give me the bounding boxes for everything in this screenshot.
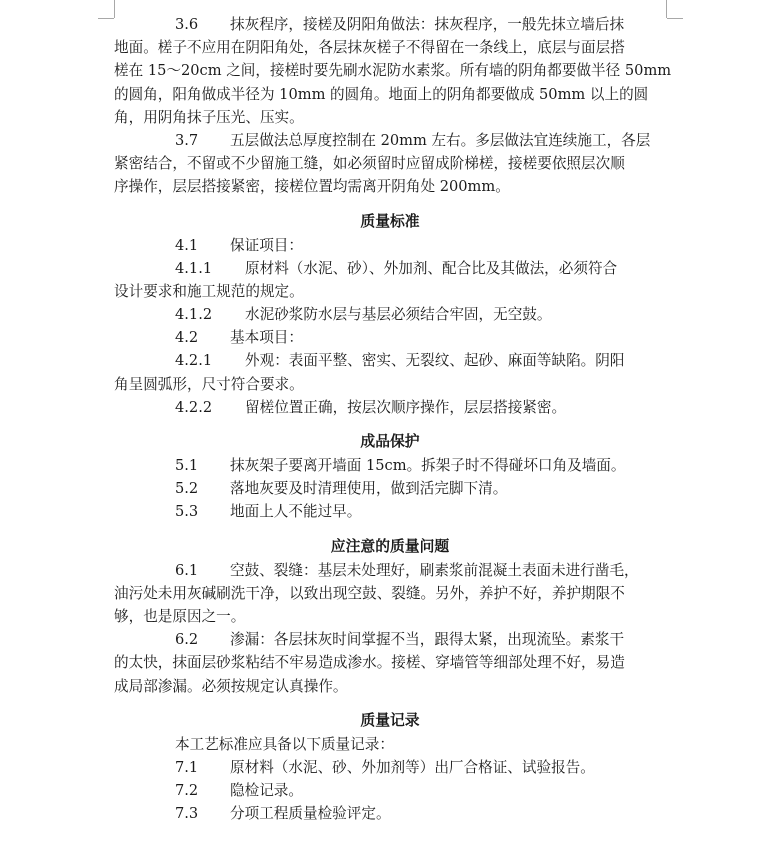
paragraph-first-line bbox=[114, 477, 666, 500]
paragraph-line bbox=[114, 36, 666, 59]
paragraph-line bbox=[114, 152, 666, 175]
paragraph-text: 抹灰架子要离开墙面 15cm。拆架子时不得碰坏口角及墙面。 bbox=[230, 457, 626, 474]
paragraph-first-line bbox=[114, 559, 666, 582]
paragraph-first-line bbox=[114, 257, 666, 280]
paragraph-text: 油污处未用灰碱刷洗干净，以致出现空鼓、裂缝。另外，养护不好，养护期限不 bbox=[114, 584, 625, 602]
paragraph-first-line bbox=[114, 779, 666, 802]
paragraph-text: 角，用阴角抹子压光、压实。 bbox=[114, 108, 304, 126]
paragraph-text: 分项工程质量检验评定。 bbox=[230, 805, 391, 823]
paragraph-text: 保证项目： bbox=[230, 236, 303, 254]
paragraph-text: 隐检记录。 bbox=[230, 782, 303, 800]
paragraph-first-line bbox=[114, 733, 666, 756]
paragraph-text: 地面上人不能过早。 bbox=[230, 503, 362, 521]
paragraph-text: 地面。槎子不应用在阴阳角处，各层抹灰槎子不得留在一条线上，底层与面层搭 bbox=[114, 39, 625, 57]
clause-number: 7.3 bbox=[175, 805, 199, 823]
paragraph-text: 紧密结合，不留或不少留施工缝，如必须留时应留成阶梯槎，接槎要依照层次顺 bbox=[114, 155, 625, 173]
paragraph-line bbox=[114, 280, 666, 303]
paragraph-text: 水泥砂浆防水层与基层必须结合牢固，无空鼓。 bbox=[245, 306, 552, 324]
clause-number: 4.1 bbox=[175, 236, 199, 254]
clause-number: 3.7 bbox=[175, 131, 199, 149]
paragraph-text: 设计要求和施工规范的规定。 bbox=[114, 282, 304, 300]
crop-mark-left-h bbox=[98, 18, 114, 19]
clause-number: 4.2.1 bbox=[175, 352, 213, 370]
paragraph-first-line bbox=[114, 234, 666, 257]
paragraph-line bbox=[114, 605, 666, 628]
paragraph-text: 本工艺标准应具备以下质量记录： bbox=[175, 735, 394, 753]
paragraph-text: 原材料（水泥、砂）、外加剂、配合比及其做法，必须符合 bbox=[245, 259, 618, 277]
clause-number: 4.2 bbox=[175, 329, 199, 347]
clause-number: 5.2 bbox=[175, 480, 199, 498]
section-heading: 成品保护 bbox=[360, 433, 420, 450]
paragraph-line bbox=[114, 59, 672, 82]
paragraph-line bbox=[114, 373, 666, 396]
section-heading: 质量标准 bbox=[360, 212, 420, 230]
crop-mark-right bbox=[666, 0, 667, 18]
paragraph-text: 外观：表面平整、密实、无裂纹、起砂、麻面等缺陷。阴阳 bbox=[245, 352, 625, 370]
paragraph-text: 够，也是原因之一。 bbox=[114, 607, 246, 625]
paragraph-first-line bbox=[114, 129, 666, 152]
paragraph-text: 原材料（水泥、砂、外加剂等）出厂合格证、试验报告。 bbox=[230, 758, 595, 776]
paragraph-text: 留槎位置正确，按层次顺序操作，层层搭接紧密。 bbox=[245, 398, 567, 416]
paragraph-first-line bbox=[114, 628, 666, 651]
paragraph-first-line bbox=[114, 454, 666, 477]
clause-number: 4.1.2 bbox=[175, 306, 213, 324]
clause-number: 6.1 bbox=[175, 561, 199, 579]
clause-number: 7.2 bbox=[175, 782, 199, 800]
paragraph-text: 落地灰要及时清理使用，做到活完脚下清。 bbox=[230, 480, 508, 498]
clause-number: 5.3 bbox=[175, 503, 199, 521]
paragraph-text: 的圆角，阳角做成半径为 10mm 的圆角。地面上的阴角都要做成 50mm 以上的圆 bbox=[114, 85, 649, 103]
paragraph-first-line bbox=[114, 326, 666, 349]
paragraph-first-line bbox=[114, 303, 666, 326]
crop-mark-right-h bbox=[667, 18, 683, 19]
paragraph-text: 基本项目： bbox=[230, 329, 303, 347]
paragraph-text: 渗漏：各层抹灰时间掌握不当，跟得太紧，出现流坠。素浆干 bbox=[230, 631, 625, 649]
paragraph-first-line bbox=[114, 500, 666, 523]
section-heading: 质量记录 bbox=[360, 711, 420, 729]
paragraph-line bbox=[114, 675, 666, 698]
paragraph-text: 的太快，抹面层砂浆粘结不牢易造成渗水。接槎、穿墙管等细部处理不好，易造 bbox=[114, 654, 625, 672]
clause-number: 4.2.2 bbox=[175, 398, 213, 416]
document-page bbox=[114, 13, 672, 825]
section-heading: 应注意的质量问题 bbox=[330, 537, 450, 555]
clause-number: 6.2 bbox=[175, 631, 199, 649]
clause-number: 5.1 bbox=[175, 457, 199, 474]
paragraph-text: 角呈圆弧形，尺寸符合要求。 bbox=[114, 375, 304, 393]
paragraph-text: 抹灰程序，接槎及阴阳角做法：抹灰程序，一般先抹立墙后抹 bbox=[230, 16, 625, 33]
paragraph-line bbox=[114, 106, 666, 129]
paragraph-line bbox=[114, 582, 666, 605]
paragraph-first-line bbox=[114, 13, 666, 36]
paragraph-first-line bbox=[114, 802, 666, 825]
paragraph-line bbox=[114, 175, 666, 198]
clause-number: 4.1.1 bbox=[175, 259, 213, 277]
paragraph-text: 五层做法总厚度控制在 20mm 左右。多层做法宜连续施工，各层 bbox=[230, 131, 651, 149]
paragraph-first-line bbox=[114, 349, 666, 372]
paragraph-line bbox=[114, 83, 666, 106]
paragraph-text: 序操作，层层搭接紧密，接槎位置均需离开阴角处 200mm。 bbox=[114, 178, 510, 196]
clause-number: 3.6 bbox=[175, 16, 199, 33]
paragraph-text: 槎在 15～20cm 之间，接槎时要先刷水泥防水素浆。所有墙的阴角都要做半径 50mm bbox=[114, 62, 672, 80]
paragraph-line bbox=[114, 651, 666, 674]
paragraph-first-line bbox=[114, 756, 666, 779]
paragraph-text: 成局部渗漏。必须按规定认真操作。 bbox=[114, 677, 348, 695]
paragraph-text: 空鼓、裂缝：基层未处理好，刷素浆前混凝土表面未进行凿毛， bbox=[230, 561, 639, 579]
paragraph-first-line bbox=[114, 396, 666, 419]
clause-number: 7.1 bbox=[175, 758, 199, 776]
